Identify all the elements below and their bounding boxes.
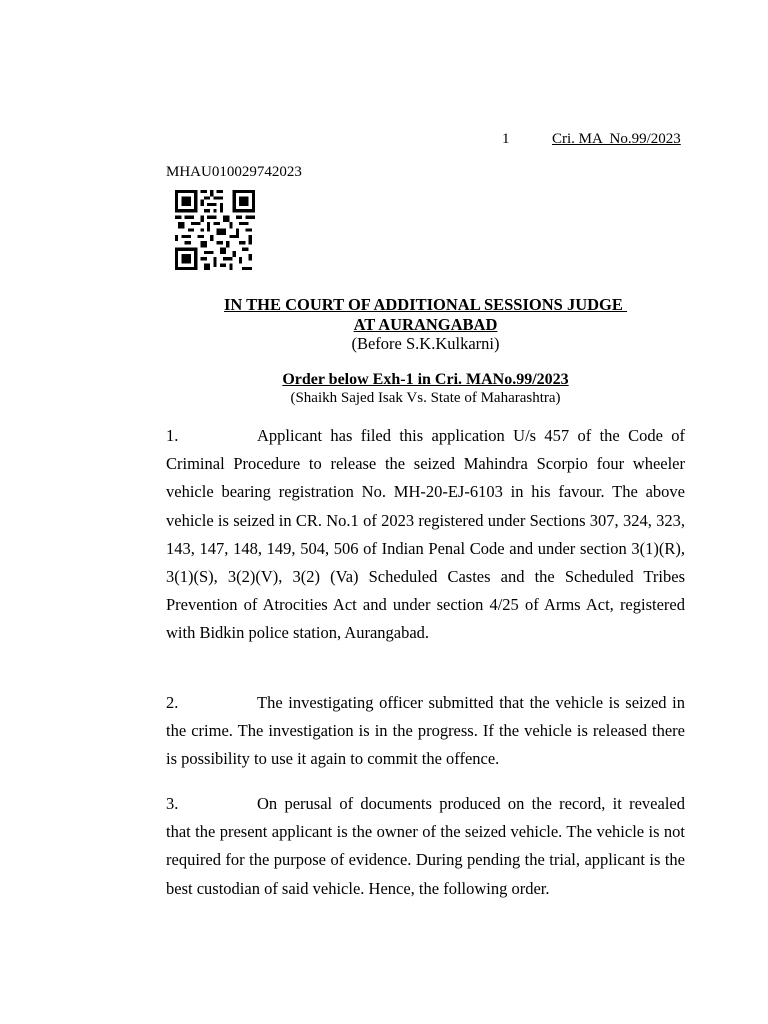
paragraph-2 [166,689,685,774]
court-name-line2: AT AURANGABAD [353,315,498,334]
paragraph-1 [166,422,685,648]
paragraph-number: 1. [166,426,179,445]
order-title: Order below Exh-1 in Cri. MANo.99/2023 [282,371,569,388]
paragraph-text: On perusal of documents produced on the record, it revealed that the present applicant is the owner of the seized vehicle. The vehicle is not required for the purpose of evidence. During pending the trial, applicant is the best custodian of said vehicle. Hence, the following order. [166,794,685,898]
paragraph-text: Applicant has filed this application U/s 457 of the Code of Criminal Procedure to release the seized Mahindra Scorpio four wheeler vehicle bearing registration No. MH-20-EJ-6103 in his favour. The above vehicle is seized in CR. No.1 of 2023 registered under Sections 307, 324, 323, 143, 147, 148, 149, 504, 506 of Indian Penal Code and under section 3(1)(R), 3(1)(S), 3(2)(V), 3(2) (Va) Scheduled Castes and the Scheduled Tribes Prevention of Atrocities Act and under section 4/25 of Arms Act, registered with Bidkin police station, Aurangabad. [166,426,685,643]
qr-code [172,190,258,270]
case-reference: Cri. MA No.99/2023 [552,131,681,147]
paragraph-number: 3. [166,794,179,813]
page-number: 1 [502,131,510,147]
presiding-judge: (Before S.K.Kulkarni) [351,334,500,353]
case-parties: (Shaikh Sajed Isak Vs. State of Maharashtra) [290,390,561,406]
paragraph-number: 2. [166,693,179,712]
cnr-number: MHAU010029742023 [166,164,302,180]
paragraph-text: The investigating officer submitted that the vehicle is seized in the crime. The investigation is in the progress. If the vehicle is released there is possibility to use it again to commit the offence. [166,693,685,769]
court-name-line1: IN THE COURT OF ADDITIONAL SESSIONS JUDGE [223,295,628,314]
paragraph-3 [166,790,685,903]
